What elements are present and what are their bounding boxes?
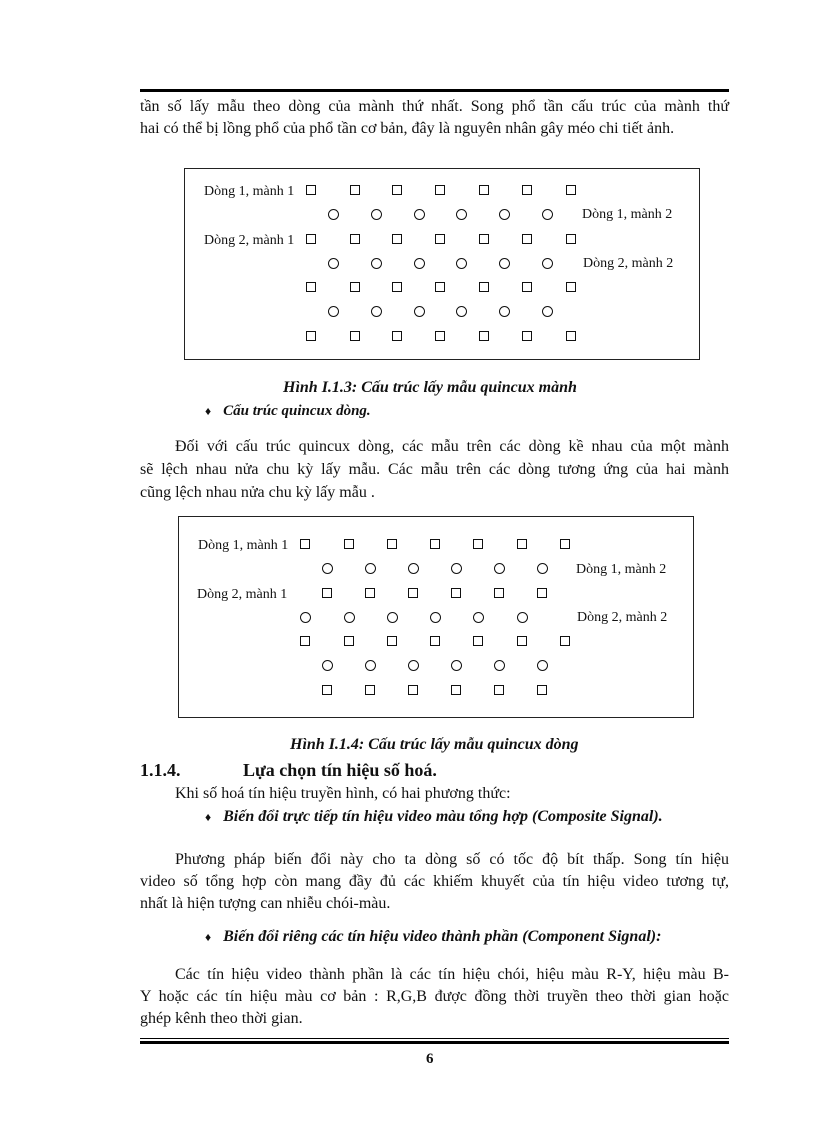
figure-caption: Hình I.1.3: Cấu trúc lấy mẫu quincux mành	[283, 379, 577, 396]
sample-square-marker	[560, 539, 570, 549]
sample-circle-marker	[322, 563, 333, 574]
figure-label: Dòng 2, mành 2	[577, 610, 668, 625]
sample-square-marker	[435, 185, 445, 195]
sample-circle-marker	[365, 660, 376, 671]
bullet-diamond-icon: ♦	[205, 810, 212, 824]
sample-circle-marker	[371, 306, 382, 317]
figure-quincux-field-box	[184, 168, 700, 360]
sample-circle-marker	[430, 612, 441, 623]
sample-circle-marker	[499, 306, 510, 317]
sample-square-marker	[306, 234, 316, 244]
sample-square-marker	[306, 185, 316, 195]
paragraph-line: Các tín hiệu video thành phần là các tín hiệu chói, hiệu màu R-Y, hiệu màu B-	[175, 966, 729, 983]
sample-square-marker	[306, 282, 316, 292]
paragraph-line: ghép kênh theo thời gian.	[140, 1010, 303, 1027]
bullet-diamond-icon: ♦	[205, 404, 212, 418]
intro-text: Khi số hoá tín hiệu truyền hình, có hai phương thức:	[175, 785, 511, 802]
paragraph-line: hai có thể bị lồng phổ của phổ tần cơ bản, đây là nguyên nhân gây méo chi tiết ảnh.	[140, 120, 675, 137]
sample-square-marker	[300, 539, 310, 549]
sample-circle-marker	[414, 209, 425, 220]
sample-circle-marker	[499, 209, 510, 220]
sample-circle-marker	[387, 612, 398, 623]
sample-square-marker	[350, 331, 360, 341]
sample-square-marker	[435, 282, 445, 292]
sample-circle-marker	[456, 258, 467, 269]
sample-square-marker	[566, 234, 576, 244]
figure-label: Dòng 1, mành 1	[204, 184, 295, 199]
sample-circle-marker	[328, 209, 339, 220]
sample-circle-marker	[414, 258, 425, 269]
sample-square-marker	[435, 331, 445, 341]
sample-circle-marker	[328, 258, 339, 269]
sample-square-marker	[522, 331, 532, 341]
sample-square-marker	[322, 685, 332, 695]
sample-square-marker	[560, 636, 570, 646]
paragraph-line: Phương pháp biến đổi này cho ta dòng số có tốc độ bít thấp. Song tín hiệu	[175, 851, 729, 868]
sample-square-marker	[517, 539, 527, 549]
paragraph-line: sẽ lệch nhau nửa chu kỳ lấy mẫu. Các mẫu trên các dòng tương ứng của hai mành	[140, 461, 729, 478]
sample-circle-marker	[451, 660, 462, 671]
sample-square-marker	[344, 539, 354, 549]
sample-circle-marker	[542, 306, 553, 317]
sample-square-marker	[522, 234, 532, 244]
sample-circle-marker	[371, 209, 382, 220]
sample-circle-marker	[499, 258, 510, 269]
sample-square-marker	[350, 282, 360, 292]
sample-square-marker	[473, 539, 483, 549]
sample-circle-marker	[365, 563, 376, 574]
figure-label: Dòng 1, mành 1	[198, 538, 289, 553]
bullet-heading	[205, 402, 371, 421]
sample-square-marker	[479, 331, 489, 341]
sample-circle-marker	[408, 563, 419, 574]
figure-label: Dòng 2, mành 1	[204, 233, 295, 248]
sample-circle-marker	[322, 660, 333, 671]
figure-label: Dòng 1, mành 2	[582, 207, 673, 222]
sample-square-marker	[430, 636, 440, 646]
sample-square-marker	[566, 282, 576, 292]
sample-circle-marker	[456, 209, 467, 220]
bullet-text: Cấu trúc quincux dòng.	[223, 403, 371, 419]
footer-rule	[140, 1041, 729, 1044]
sample-square-marker	[473, 636, 483, 646]
sample-circle-marker	[371, 258, 382, 269]
sample-square-marker	[365, 685, 375, 695]
sample-square-marker	[300, 636, 310, 646]
sample-square-marker	[537, 588, 547, 598]
figure-label: Dòng 2, mành 1	[197, 587, 288, 602]
header-rule	[140, 89, 729, 92]
sample-circle-marker	[473, 612, 484, 623]
sample-square-marker	[479, 282, 489, 292]
sample-square-marker	[306, 331, 316, 341]
sample-square-marker	[430, 539, 440, 549]
page-number: 6	[426, 1051, 434, 1067]
sample-circle-marker	[414, 306, 425, 317]
sample-square-marker	[322, 588, 332, 598]
sample-square-marker	[435, 234, 445, 244]
bullet-text: Biến đổi riêng các tín hiệu video thành phần (Component Signal):	[223, 928, 662, 945]
sample-square-marker	[392, 331, 402, 341]
sample-circle-marker	[300, 612, 311, 623]
sample-square-marker	[451, 685, 461, 695]
bullet-diamond-icon: ♦	[205, 930, 212, 944]
sample-square-marker	[350, 185, 360, 195]
sample-circle-marker	[494, 660, 505, 671]
sample-square-marker	[350, 234, 360, 244]
figure-caption: Hình I.1.4: Cấu trúc lấy mẫu quincux dòng	[290, 736, 579, 753]
sample-square-marker	[408, 588, 418, 598]
sample-square-marker	[387, 636, 397, 646]
figure-label: Dòng 2, mành 2	[583, 256, 674, 271]
sample-square-marker	[344, 636, 354, 646]
section-number: 1.1.4.	[140, 760, 181, 780]
sample-circle-marker	[328, 306, 339, 317]
sample-circle-marker	[451, 563, 462, 574]
footer-rule	[140, 1038, 729, 1039]
sample-square-marker	[494, 685, 504, 695]
sample-square-marker	[566, 331, 576, 341]
sample-square-marker	[392, 185, 402, 195]
sample-circle-marker	[494, 563, 505, 574]
bullet-heading	[205, 807, 663, 827]
sample-square-marker	[451, 588, 461, 598]
sample-square-marker	[517, 636, 527, 646]
sample-square-marker	[408, 685, 418, 695]
sample-square-marker	[522, 185, 532, 195]
sample-square-marker	[522, 282, 532, 292]
sample-square-marker	[392, 234, 402, 244]
sample-circle-marker	[537, 660, 548, 671]
section-title: Lựa chọn tín hiệu số hoá.	[243, 760, 437, 780]
sample-square-marker	[494, 588, 504, 598]
sample-circle-marker	[517, 612, 528, 623]
paragraph-line: Đối với cấu trúc quincux dòng, các mẫu trên các dòng kề nhau của một mành	[175, 438, 729, 455]
sample-square-marker	[566, 185, 576, 195]
sample-square-marker	[479, 185, 489, 195]
sample-circle-marker	[542, 258, 553, 269]
sample-circle-marker	[537, 563, 548, 574]
paragraph-line: video số tổng hợp còn mang đầy đủ các khiếm khuyết của tín hiệu video tương tự,	[140, 873, 729, 890]
sample-circle-marker	[456, 306, 467, 317]
paragraph-line: nhất là hiện tượng can nhiễu chói-màu.	[140, 895, 391, 912]
figure-label: Dòng 1, mành 2	[576, 562, 667, 577]
sample-square-marker	[479, 234, 489, 244]
paragraph-line: tần số lấy mẫu theo dòng của mành thứ nhất. Song phổ tần cấu trúc của mành thứ	[140, 98, 729, 115]
sample-circle-marker	[542, 209, 553, 220]
figure-quincux-line-box	[178, 516, 694, 718]
sample-square-marker	[392, 282, 402, 292]
sample-square-marker	[537, 685, 547, 695]
paragraph-line: Y hoặc các tín hiệu màu cơ bản : R,G,B được đồng thời truyền theo thời gian hoặc	[140, 988, 729, 1005]
bullet-text: Biến đổi trực tiếp tín hiệu video màu tổng hợp (Composite Signal).	[223, 808, 663, 825]
bullet-heading	[205, 927, 661, 947]
sample-circle-marker	[344, 612, 355, 623]
sample-square-marker	[365, 588, 375, 598]
paragraph-line: cũng lệch nhau nửa chu kỳ lấy mẫu .	[140, 484, 375, 501]
sample-circle-marker	[408, 660, 419, 671]
sample-square-marker	[387, 539, 397, 549]
